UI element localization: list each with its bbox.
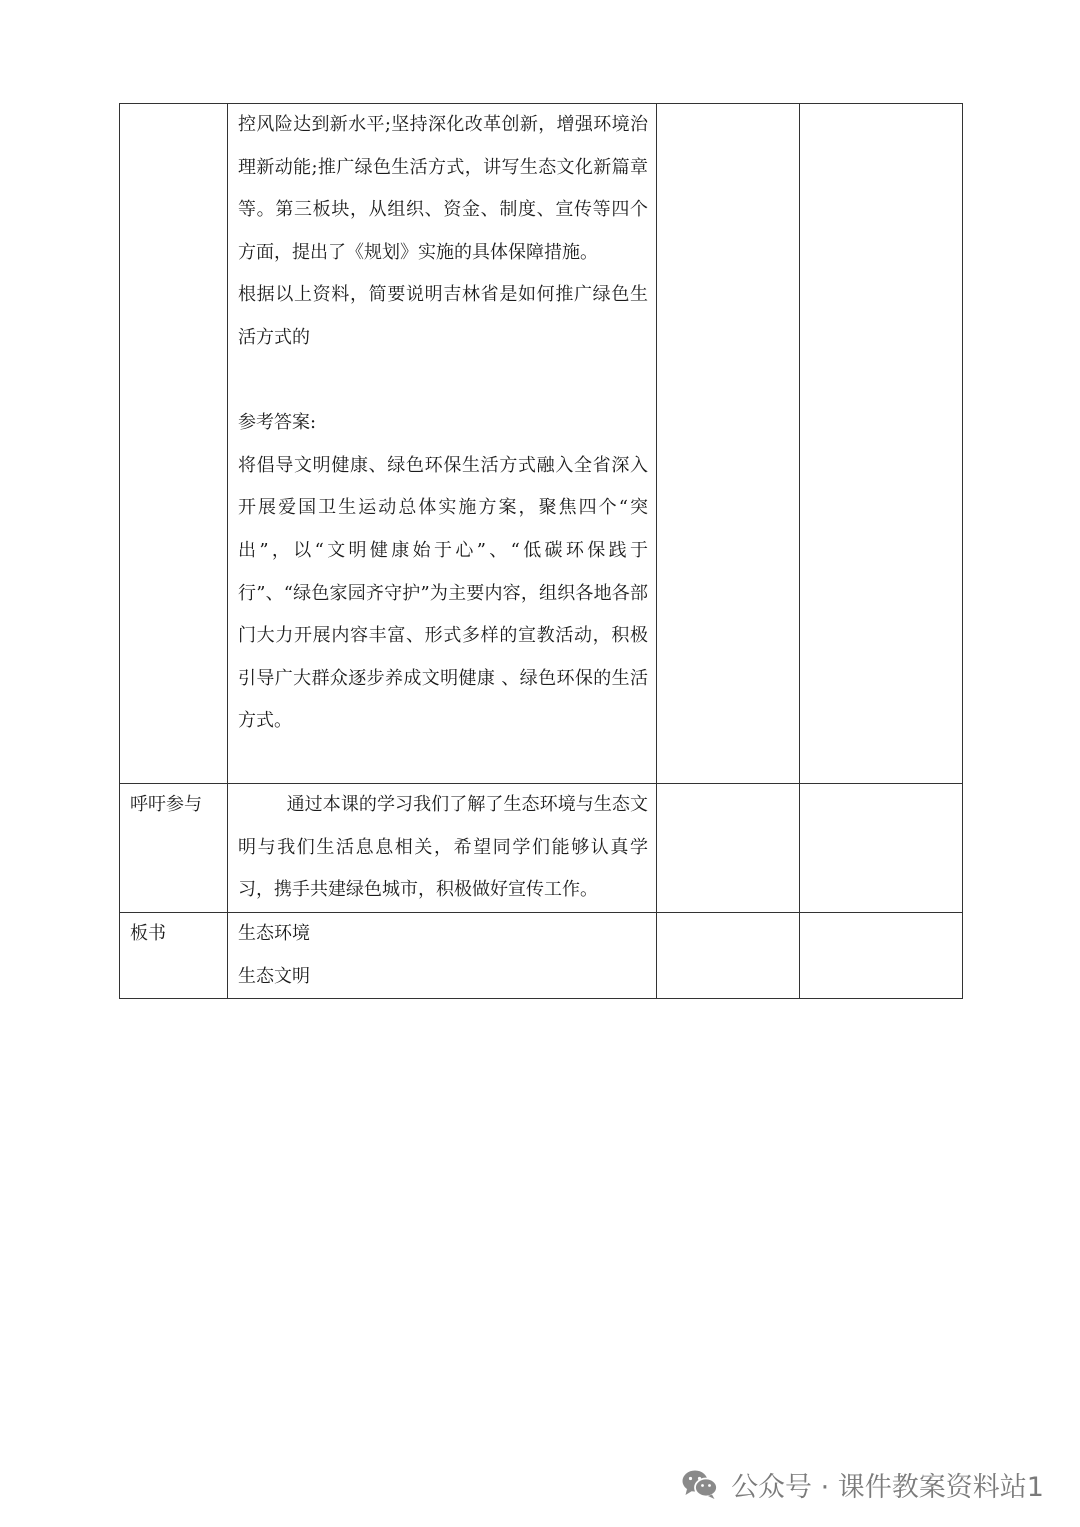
material-paragraph: 控风险达到新水平;坚持深化改革创新，增强环境治理新动能;推广绿色生活方式，讲写生态文化新篇章等。第三板块，从组织、资金、制度、宣传等四个方面，提出了《规划》实施的具体保障措施。 bbox=[238, 114, 648, 263]
empty-cell bbox=[800, 104, 963, 784]
row-label-cell: 板书 bbox=[120, 913, 228, 999]
question-paragraph: 根据以上资料，简要说明吉林省是如何推广绿色生活方式的 bbox=[238, 284, 648, 348]
empty-cell bbox=[800, 913, 963, 999]
empty-cell bbox=[657, 913, 800, 999]
content-cell bbox=[228, 784, 657, 913]
content-cell bbox=[228, 104, 657, 784]
answer-paragraph: 将倡导文明健康、绿色环保生活方式融入全省深入开展爱国卫生运动总体实施方案，聚焦四个“突出”，以“文明健康始于心”、“低碳环保践于行”、“绿色家园齐守护”为主要内容，组织各地各部门大力开展内容丰富、形式多样的宣教活动，积极引导广大群众逐步养成文明健康 、绿色环保的生活方式。 bbox=[238, 454, 648, 732]
empty-cell bbox=[657, 784, 800, 913]
empty-cell bbox=[657, 104, 800, 784]
empty-cell bbox=[800, 784, 963, 913]
board-line: 生态文明 bbox=[238, 965, 310, 987]
board-line: 生态环境 bbox=[238, 923, 310, 944]
table-row bbox=[120, 104, 963, 784]
content-cell bbox=[228, 913, 657, 999]
row-label-cell bbox=[120, 104, 228, 784]
summary-paragraph: 通过本课的学习我们了解了生态环境与生态文明与我们生活息息相关，希望同学们能够认真学习，携手共建绿色城市，积极做好宣传工作。 bbox=[238, 794, 648, 901]
table-row bbox=[120, 913, 963, 999]
lesson-plan-table bbox=[119, 103, 963, 999]
watermark bbox=[681, 1462, 1044, 1506]
watermark-text: 公众号 · 课件教案资料站1 bbox=[731, 1471, 1044, 1503]
table-row bbox=[120, 784, 963, 913]
answer-heading: 参考答案: bbox=[238, 412, 317, 434]
blank-line bbox=[238, 360, 648, 403]
wechat-icon bbox=[681, 1468, 719, 1500]
row-label-cell: 呼吁参与 bbox=[120, 784, 228, 913]
